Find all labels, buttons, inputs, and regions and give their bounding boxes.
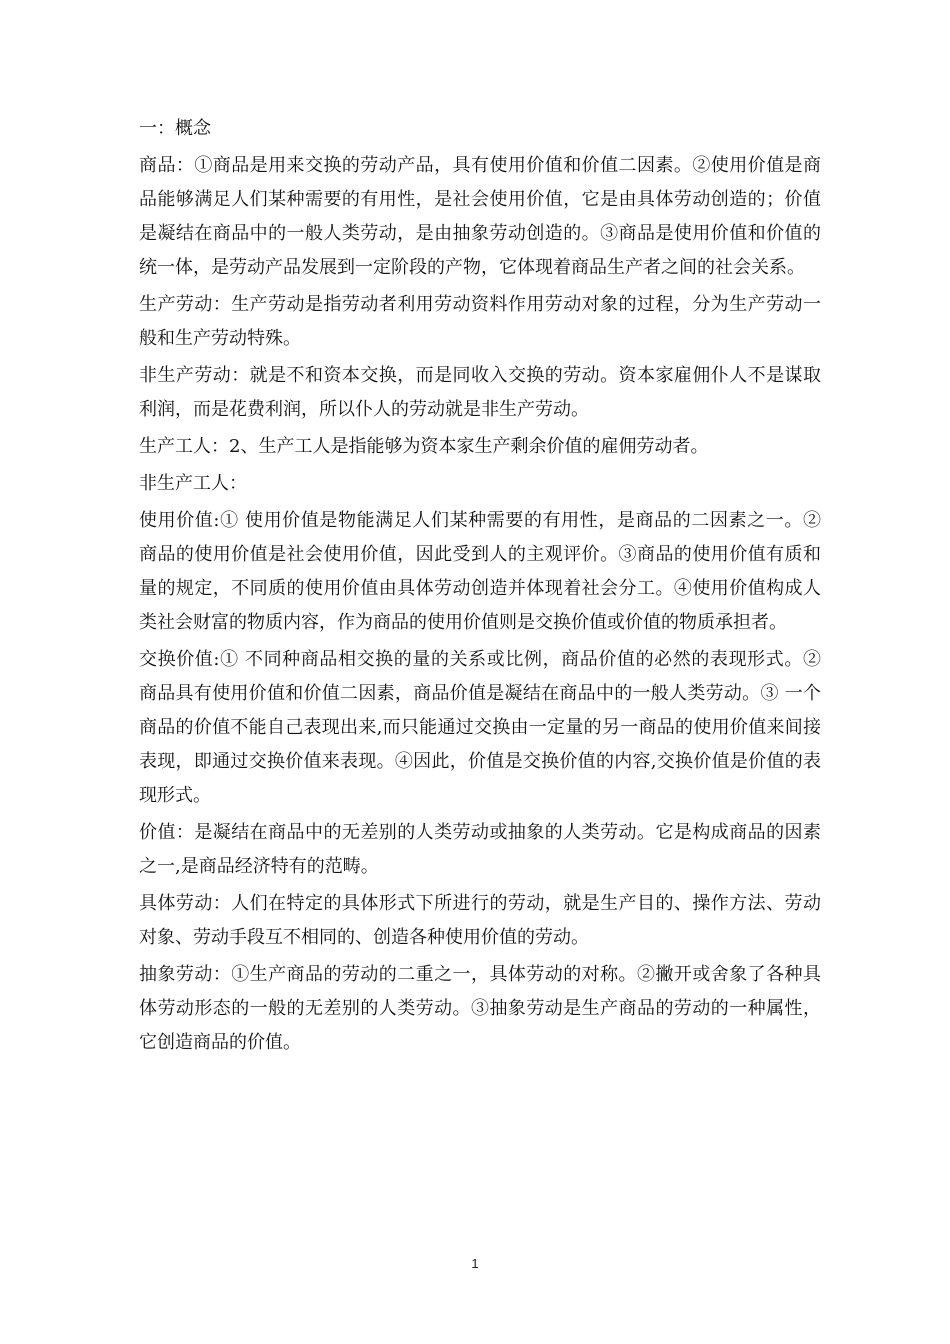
paragraph-commodity: 商品：①商品是用来交换的劳动产品，具有使用价值和价值二因素。②使用价值是商品能够满足人们某种需要的有用性，是社会使用价值，它是由具体劳动创造的；价值是凝结在商品中的一般人类劳动，是由抽象劳动创造的。③商品是使用价值和价值的统一体，是劳动产品发展到一定阶段的产物，它体现着商品生产者之间的社会关系。 xyxy=(139,155,821,278)
section-heading: 一：概念 xyxy=(139,118,211,139)
paragraph-unproductive-labor: 非生产劳动：就是不和资本交换，而是同收入交换的劳动。资本家雇佣仆人不是谋取利润，而是花费利润，所以仆人的劳动就是非生产劳动。 xyxy=(139,365,821,420)
paragraph-exchange-value: 交换价值:① 不同种商品相交换的量的关系或比例，商品价值的必然的表现形式。② 商品具有使用价值和价值二因素，商品价值是凝结在商品中的一般人类劳动。③ 一个商品的价值不能自己表现出来,而只能通过交换由一定量的另一商品的使用价值来间接表现，即通过交换价值来表现。④因此，价值是交换价值的内容,交换价值是价值的表现形式。 xyxy=(139,649,821,806)
document-body xyxy=(139,112,821,1063)
page-number: 1 xyxy=(471,1256,479,1271)
paragraph-abstract-labor: 抽象劳动：①生产商品的劳动的二重之一，具体劳动的对称。②撇开或舍象了各种具体劳动形态的一般的无差别的人类劳动。③抽象劳动是生产商品的劳动的一种属性，它创造商品的价值。 xyxy=(139,964,821,1053)
paragraph-unproductive-worker: 非生产工人： xyxy=(139,473,247,494)
paragraph-productive-worker: 生产工人：2、生产工人是指能够为资本家生产剩余价值的雇佣劳动者。 xyxy=(139,436,709,457)
paragraph-concrete-labor: 具体劳动：人们在特定的具体形式下所进行的劳动，就是生产目的、操作方法、劳动对象、劳动手段互不相同的、创造各种使用价值的劳动。 xyxy=(139,893,821,948)
paragraph-value: 价值：是凝结在商品中的无差别的人类劳动或抽象的人类劳动。它是构成商品的因素之一,是商品经济特有的范畴。 xyxy=(139,822,821,877)
paragraph-use-value: 使用价值:① 使用价值是物能满足人们某种需要的有用性，是商品的二因素之一。② 商品的使用价值是社会使用价值，因此受到人的主观评价。③商品的使用价值有质和量的规定，不同质的使用价值由具体劳动创造并体现着社会分工。④使用价值构成人类社会财富的物质内容，作为商品的使用价值则是交换价值或价值的物质承担者。 xyxy=(139,510,821,633)
paragraph-productive-labor: 生产劳动：生产劳动是指劳动者利用劳动资料作用劳动对象的过程，分为生产劳动一般和生产劳动特殊。 xyxy=(139,294,821,349)
